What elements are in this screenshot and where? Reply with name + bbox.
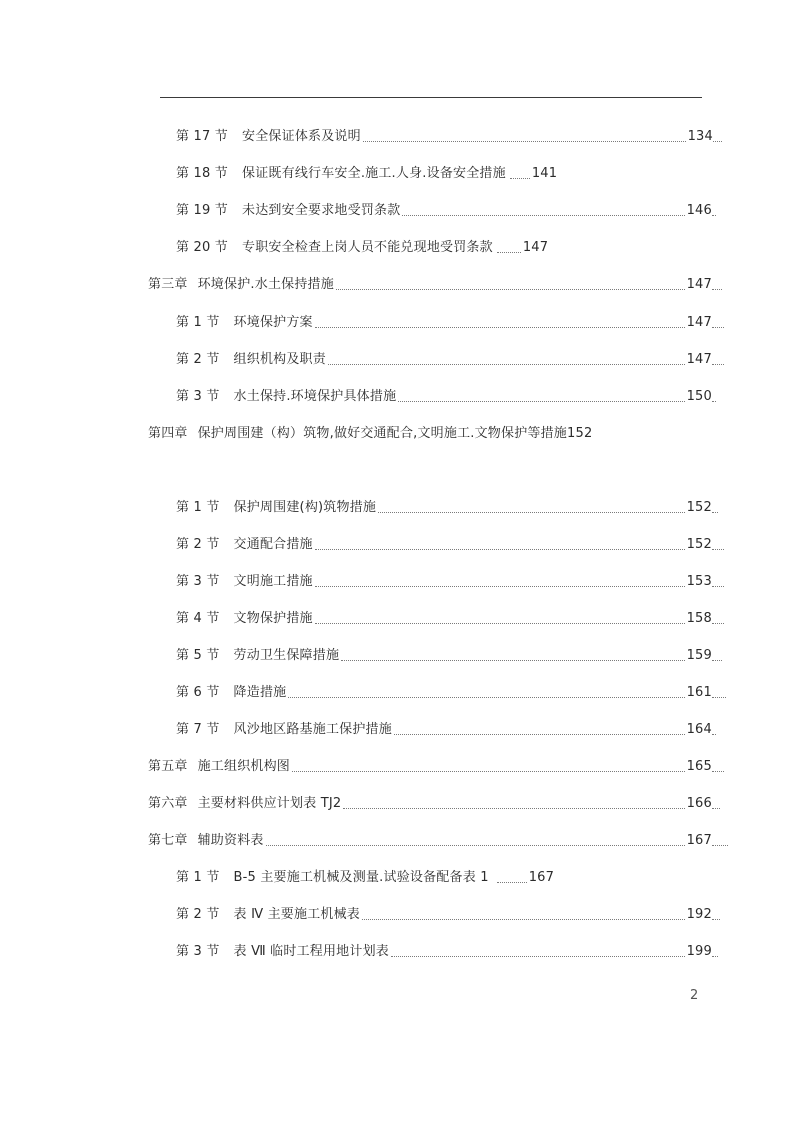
toc-entry-label: 第 3 节 文明施工措施 [176, 574, 313, 589]
toc-entry[interactable] [176, 311, 724, 331]
toc-entry-label: 第 1 节 B-5 主要施工机械及测量.试验设备配备表 1 [176, 870, 489, 885]
dot-leader [315, 327, 685, 328]
toc-entry-label: 第 7 节 风沙地区路基施工保护措施 [176, 722, 392, 737]
dot-leader [288, 697, 684, 698]
dot-leader-tail [712, 512, 718, 513]
toc-entry[interactable] [176, 718, 716, 738]
toc-entry-page: 167 [528, 870, 555, 885]
toc-entry-page: 134 [687, 129, 713, 144]
dot-leader [328, 364, 685, 365]
dot-leader [378, 512, 684, 513]
dot-leader-tail [712, 401, 716, 402]
dot-leader [336, 289, 685, 290]
toc-entry-page: 192 [686, 907, 712, 922]
toc-entry-label: 第 5 节 劳动卫生保障措施 [176, 648, 340, 663]
toc-entry-label: 第 2 节 组织机构及职责 [176, 352, 326, 367]
toc-entry[interactable] [176, 644, 722, 664]
dot-leader [341, 660, 684, 661]
dot-leader-tail [712, 623, 724, 624]
toc-entry-page: 199 [686, 944, 712, 959]
toc-entry-chapter[interactable] [148, 829, 728, 849]
toc-entry-page: 147 [686, 352, 712, 367]
toc-entry[interactable] [176, 866, 554, 886]
toc-entry-label: 第 17 节 安全保证体系及说明 [176, 129, 361, 144]
toc-entry-label: 第四章 保护周围建（构）筑物,做好交通配合,文明施工.文物保护等措施 [148, 426, 568, 441]
toc-entry[interactable] [176, 940, 718, 960]
toc-entry-chapter[interactable] [148, 792, 720, 812]
toc-entry-chapter[interactable] [148, 755, 724, 775]
toc-entry-label: 第 2 节 交通配合措施 [176, 537, 313, 552]
page-number: 2 [690, 988, 699, 1003]
toc-entry-page: 166 [686, 796, 712, 811]
toc-entry-label: 第三章 环境保护.水土保持措施 [148, 277, 334, 292]
toc-entry-chapter[interactable] [148, 422, 592, 442]
toc-entry[interactable] [176, 162, 557, 182]
toc-entry-page: 153 [686, 574, 712, 589]
dot-leader [315, 623, 685, 624]
toc-entry-page: 147 [686, 315, 712, 330]
toc-entry[interactable] [176, 607, 724, 627]
toc-entry-page: 147 [686, 277, 712, 292]
toc-entry-label: 第 1 节 环境保护方案 [176, 315, 313, 330]
dot-leader [398, 401, 684, 402]
toc-entry-label: 第 4 节 文物保护措施 [176, 611, 313, 626]
toc-entry-page: 152 [686, 537, 712, 552]
toc-entry-label: 第七章 辅助资料表 [148, 833, 264, 848]
toc-entry-page: 165 [686, 759, 712, 774]
dot-leader-tail [712, 808, 720, 809]
dot-leader-tail [712, 956, 718, 957]
toc-entry-label: 第 19 节 未达到安全要求地受罚条款 [176, 203, 401, 218]
dot-leader [497, 882, 527, 883]
toc-entry[interactable] [176, 903, 720, 923]
toc-entry-page: 161 [686, 685, 712, 700]
dot-leader-tail [712, 697, 726, 698]
toc-entry-page: 152 [686, 500, 712, 515]
dot-leader [315, 549, 685, 550]
toc-entry-label: 第五章 施工组织机构图 [148, 759, 291, 774]
dot-leader-tail [712, 364, 724, 365]
toc-entry-label: 第 1 节 保护周围建(构)筑物措施 [176, 500, 377, 515]
toc-entry-label: 第六章 主要材料供应计划表 TJ2 [148, 796, 342, 811]
toc-entry-label: 第 18 节 保证既有线行车安全.施工.人身.设备安全措施 [176, 166, 506, 181]
toc-entry-label: 第 3 节 表 Ⅶ 临时工程用地计划表 [176, 944, 389, 959]
toc-entry-label: 第 6 节 降造措施 [176, 685, 287, 700]
dot-leader-tail [712, 289, 722, 290]
toc-entry[interactable] [176, 236, 548, 256]
toc-entry-label: 第 2 节 表 Ⅳ 主要施工机械表 [176, 907, 361, 922]
dot-leader [266, 845, 685, 846]
dot-leader [362, 919, 685, 920]
dot-leader-tail [712, 215, 716, 216]
dot-leader-tail [712, 660, 722, 661]
toc-entry[interactable] [176, 681, 726, 701]
toc-entry-chapter[interactable] [148, 273, 722, 293]
dot-leader [343, 808, 684, 809]
toc-entry-page: 167 [686, 833, 712, 848]
dot-leader [391, 956, 685, 957]
header-rule [160, 97, 702, 98]
dot-leader-tail [712, 549, 724, 550]
dot-leader-tail [712, 771, 724, 772]
toc-entry-page: 141 [531, 166, 558, 181]
toc-entry-page: 146 [686, 203, 712, 218]
dot-leader [510, 178, 530, 179]
toc-entry[interactable] [176, 533, 724, 553]
dot-leader [402, 215, 684, 216]
toc-entry-page: 152 [567, 426, 593, 441]
toc-entry[interactable] [176, 570, 724, 590]
dot-leader [292, 771, 685, 772]
toc-entry-page: 150 [686, 389, 712, 404]
toc-entry-page: 147 [522, 240, 549, 255]
dot-leader-tail [712, 586, 724, 587]
toc-entry-label: 第 20 节 专职安全检查上岗人员不能兑现地受罚条款 [176, 240, 493, 255]
dot-leader-tail [712, 327, 724, 328]
dot-leader [315, 586, 685, 587]
dot-leader-tail [712, 919, 720, 920]
dot-leader [497, 252, 521, 253]
dot-leader-tail [713, 141, 722, 142]
dot-leader [394, 734, 685, 735]
toc-entry[interactable] [176, 125, 722, 145]
dot-leader [363, 141, 686, 142]
toc-entry[interactable] [176, 199, 716, 219]
toc-entry-page: 164 [686, 722, 712, 737]
toc-entry-page: 158 [686, 611, 712, 626]
toc-entry-label: 第 3 节 水土保持.环境保护具体措施 [176, 389, 397, 404]
toc-entry-page: 159 [686, 648, 712, 663]
dot-leader-tail [712, 845, 728, 846]
toc-entry[interactable] [176, 348, 724, 368]
dot-leader-tail [712, 734, 716, 735]
toc-entry[interactable] [176, 385, 716, 405]
toc-entry[interactable] [176, 496, 718, 516]
